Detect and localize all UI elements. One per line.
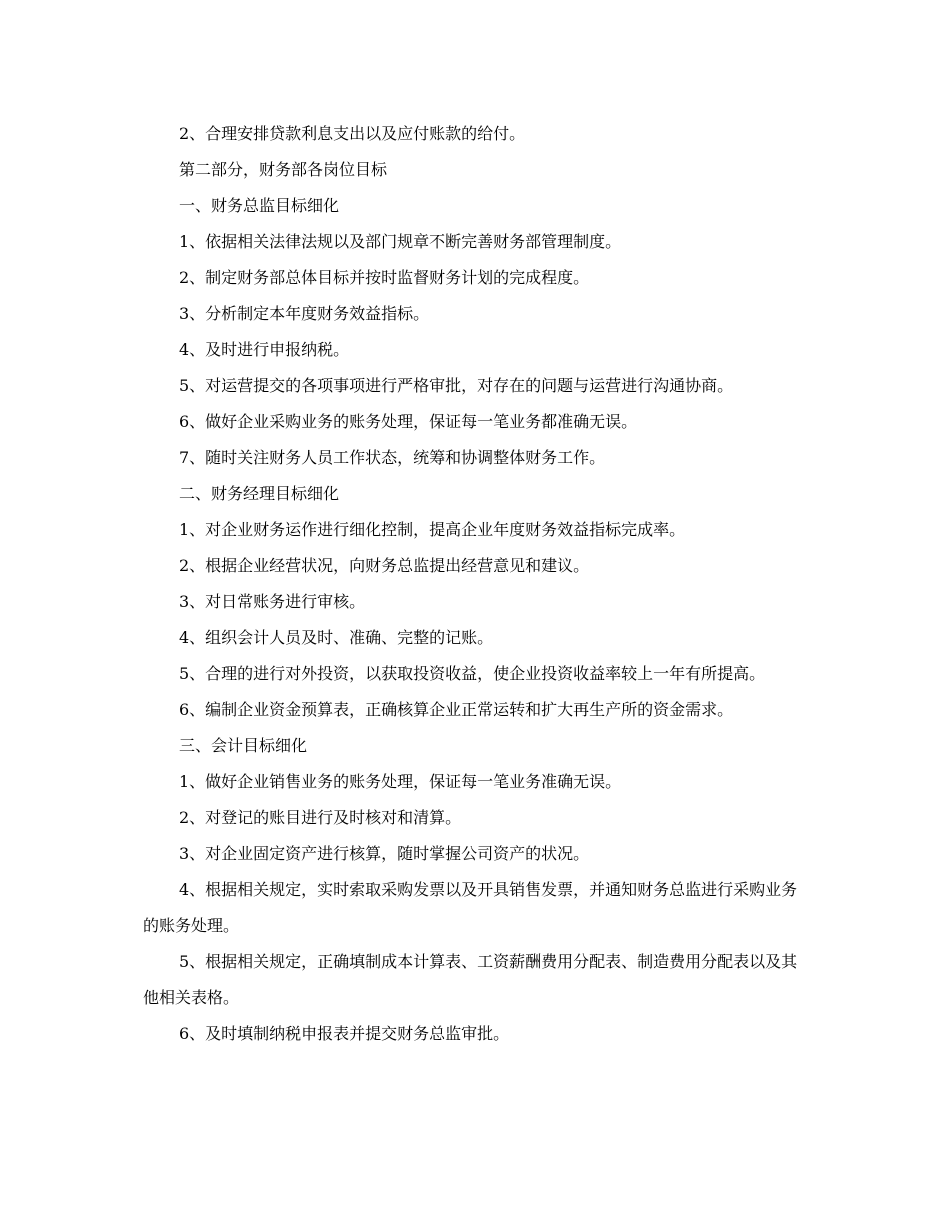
subsection-heading-accountant: 三、会计目标细化 bbox=[179, 736, 308, 755]
document-body bbox=[143, 116, 808, 1052]
paragraph-manager-4: 4、组织会计人员及时、准确、完整的记账。 bbox=[179, 628, 494, 647]
paragraph-cfo-6: 6、做好企业采购业务的账务处理，保证每一笔业务都准确无误。 bbox=[179, 412, 638, 431]
section-heading-part-two: 第二部分，财务部各岗位目标 bbox=[179, 160, 388, 179]
paragraph-manager-5: 5、合理的进行对外投资，以获取投资收益，使企业投资收益率较上一年有所提高。 bbox=[179, 664, 766, 683]
paragraph-accountant-3: 3、对企业固定资产进行核算，随时掌握公司资产的状况。 bbox=[179, 844, 590, 863]
paragraph-cfo-7: 7、随时关注财务人员工作状态，统筹和协调整体财务工作。 bbox=[179, 448, 606, 467]
paragraph-accountant-5: 5、根据相关规定，正确填制成本计算表、工资薪酬费用分配表、制造费用分配表以及其他相关表格。 bbox=[143, 952, 798, 1007]
paragraph-accountant-2: 2、对登记的账目进行及时核对和清算。 bbox=[179, 808, 462, 827]
subsection-heading-finance-manager: 二、财务经理目标细化 bbox=[179, 484, 340, 503]
paragraph-cfo-5: 5、对运营提交的各项事项进行严格审批，对存在的问题与运营进行沟通协商。 bbox=[179, 376, 734, 395]
subsection-heading-cfo: 一、财务总监目标细化 bbox=[179, 196, 340, 215]
paragraph-accountant-6: 6、及时填制纳税申报表并提交财务总监审批。 bbox=[179, 1024, 510, 1043]
paragraph-manager-2: 2、根据企业经营状况，向财务总监提出经营意见和建议。 bbox=[179, 556, 590, 575]
paragraph-cfo-3: 3、分析制定本年度财务效益指标。 bbox=[179, 304, 430, 323]
paragraph-cfo-2: 2、制定财务部总体目标并按时监督财务计划的完成程度。 bbox=[179, 268, 590, 287]
paragraph-manager-3: 3、对日常账务进行审核。 bbox=[179, 592, 366, 611]
paragraph-accountant-1: 1、做好企业销售业务的账务处理，保证每一笔业务准确无误。 bbox=[179, 772, 622, 791]
paragraph-cfo-4: 4、及时进行申报纳税。 bbox=[179, 340, 350, 359]
paragraph-1: 2、合理安排贷款利息支出以及应付账款的给付。 bbox=[179, 124, 526, 143]
paragraph-manager-1: 1、对企业财务运作进行细化控制，提高企业年度财务效益指标完成率。 bbox=[179, 520, 686, 539]
paragraph-manager-6: 6、编制企业资金预算表，正确核算企业正常运转和扩大再生产所的资金需求。 bbox=[179, 700, 734, 719]
paragraph-cfo-1: 1、依据相关法律法规以及部门规章不断完善财务部管理制度。 bbox=[179, 232, 622, 251]
paragraph-accountant-4: 4、根据相关规定，实时索取采购发票以及开具销售发票，并通知财务总监进行采购业务的账务处理。 bbox=[143, 880, 798, 935]
